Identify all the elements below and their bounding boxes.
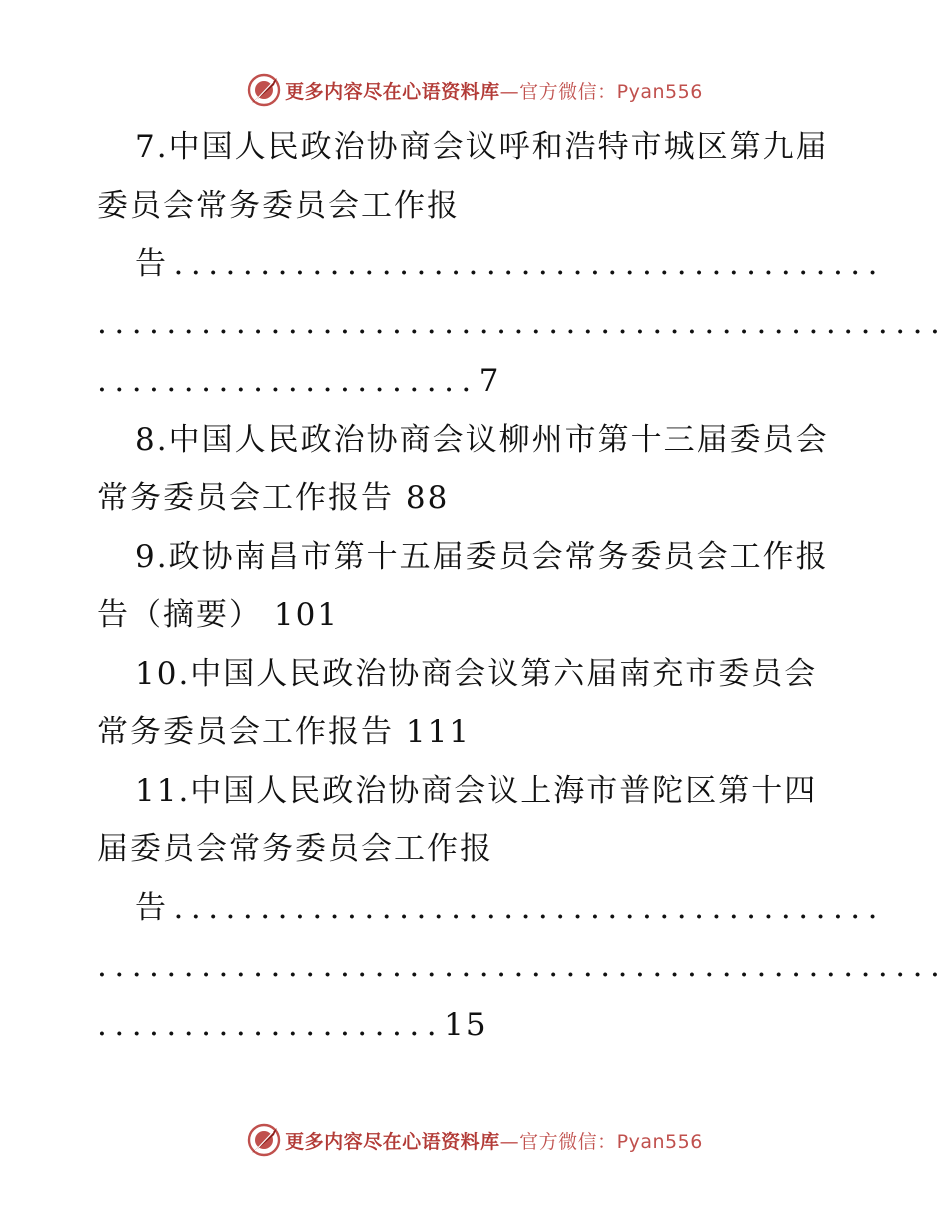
toc-entry-8-title-line2: 常务委员会工作报告 88: [97, 480, 450, 516]
toc-entry-11-dots-end: ....................: [97, 1006, 445, 1043]
toc-entry-11-dot-end: [97, 996, 857, 1055]
header-banner-text: [285, 77, 703, 104]
header-wechat-text: 官方微信：Pyan556: [519, 80, 703, 103]
toc-entry-9-title-line2: 告（摘要） 101: [97, 597, 340, 633]
quill-pen-logo-icon: [247, 1123, 281, 1157]
footer-separator: —: [499, 1130, 520, 1153]
toc-entry-10-title-line1: 10.中国人民政治协商会议第六届南充市委员会: [135, 655, 818, 692]
toc-entry-7-title-line3: 告.........................................: [135, 246, 886, 282]
header-separator: —: [499, 80, 520, 103]
toc-entry-11-page: 15: [444, 1006, 488, 1043]
toc-entry-7-title-line2: 委员会常务委员会工作报: [97, 187, 460, 224]
toc-entry-11-title-line1: 11.中国人民政治协商会议上海市普陀区第十四: [135, 772, 818, 809]
toc-entry-8-title-line1: 8.中国人民政治协商会议柳州市第十三届委员会: [135, 421, 829, 458]
footer-banner: [0, 1120, 950, 1160]
toc-entry-11-title-line2: 届委员会常务委员会工作报: [97, 831, 493, 867]
footer-wechat-text: 官方微信：Pyan556: [519, 1130, 703, 1153]
toc-entry-9-title-line1: 9.政协南昌市第十五届委员会常务委员会工作报: [135, 538, 829, 575]
quill-pen-logo-icon: [247, 73, 281, 107]
toc-entry-11-dot-leader: .................................................: [97, 948, 948, 984]
header-brand-text: 更多内容尽在心语资料库: [285, 80, 500, 103]
toc-entry-7-dots-end: ......................: [97, 363, 479, 399]
footer-brand-text: 更多内容尽在心语资料库: [285, 1130, 500, 1153]
toc-entry-7-dot-leader: .................................................: [97, 304, 948, 341]
toc-entry-7-title-line1: 7.中国人民政治协商会议呼和浩特市城区第九届: [135, 129, 829, 165]
toc-entry-11-title-line3: 告.........................................: [135, 889, 886, 926]
toc-entry-10-title-line2: 常务委员会工作报告 111: [97, 714, 472, 750]
toc-entry-7-page: 7: [478, 363, 501, 399]
footer-banner-text: [285, 1127, 703, 1154]
header-banner: [0, 70, 950, 110]
toc-entry-7-dot-end: [97, 352, 857, 411]
table-of-contents: [97, 118, 948, 1054]
